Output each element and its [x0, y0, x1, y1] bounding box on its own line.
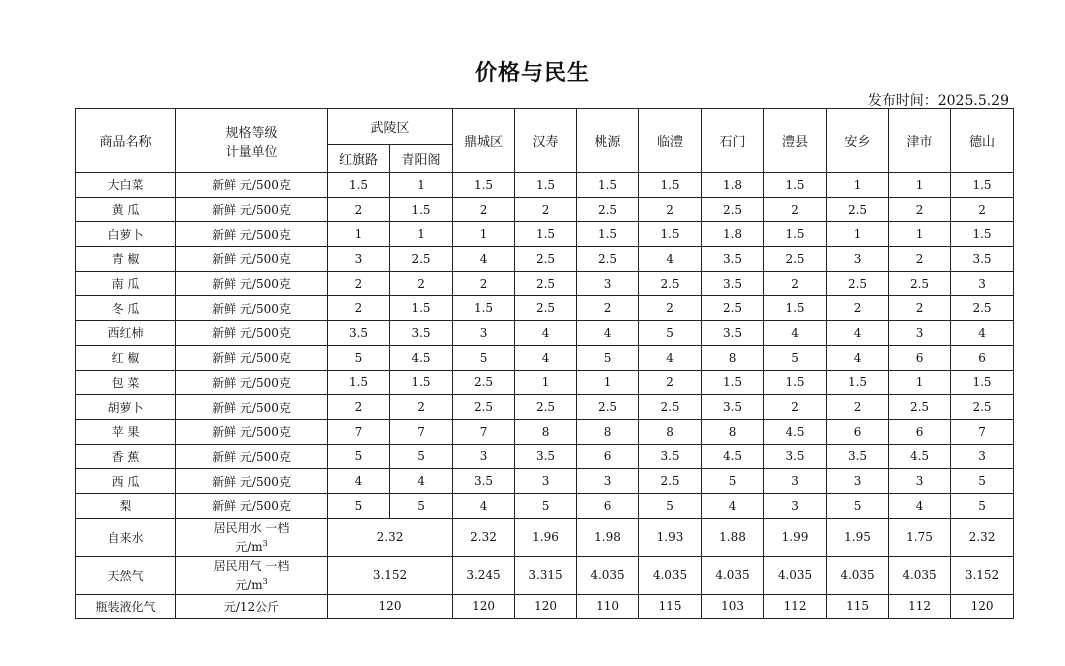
- price-cell: 2.5: [453, 370, 515, 395]
- price-cell: 6: [951, 345, 1014, 370]
- price-cell: 3.5: [951, 247, 1014, 272]
- table-row: [76, 173, 1014, 198]
- price-cell: 2: [951, 197, 1014, 222]
- price-cell: 5: [951, 493, 1014, 518]
- price-cell: 1.5: [764, 173, 827, 198]
- price-cell: 1.5: [764, 222, 827, 247]
- price-cell: 3.5: [702, 395, 764, 420]
- price-cell: 2.5: [827, 271, 889, 296]
- price-cell: 5: [577, 345, 639, 370]
- price-cell: 2.5: [889, 395, 951, 420]
- price-cell: 2.5: [515, 296, 577, 321]
- price-cell: 2: [639, 296, 702, 321]
- price-cell: 2: [577, 296, 639, 321]
- price-cell: 5: [764, 345, 827, 370]
- price-cell: 2: [453, 271, 515, 296]
- price-cell: 2: [889, 247, 951, 272]
- price-cell: 1.5: [390, 370, 453, 395]
- price-cell: 2: [764, 395, 827, 420]
- price-cell: 4: [827, 345, 889, 370]
- price-cell: 5: [951, 469, 1014, 494]
- price-cell: 2.5: [764, 247, 827, 272]
- price-cell: 3: [827, 247, 889, 272]
- price-cell: 3.5: [702, 247, 764, 272]
- product-name: 西 瓜: [76, 469, 176, 494]
- price-cell: 6: [577, 493, 639, 518]
- price-cell: 2.5: [639, 469, 702, 494]
- price-cell: 2.5: [515, 271, 577, 296]
- spec-line2: 元$/m^3$: [235, 538, 268, 554]
- price-cell: 112: [889, 594, 951, 618]
- price-cell: 2: [390, 271, 453, 296]
- price-cell: 1.5: [764, 370, 827, 395]
- price-cell: 1: [453, 222, 515, 247]
- price-cell: 8: [639, 419, 702, 444]
- table-row: [76, 222, 1014, 247]
- price-cell: 2: [764, 197, 827, 222]
- price-cell: 3: [827, 469, 889, 494]
- price-cell: 115: [827, 594, 889, 618]
- price-cell: 5: [453, 345, 515, 370]
- price-cell: 3.315: [515, 556, 577, 594]
- product-spec: 新鲜 元/500克: [176, 296, 328, 321]
- price-cell: 1.5: [702, 370, 764, 395]
- product-spec: 新鲜 元/500克: [176, 197, 328, 222]
- publish-date: 发布时间：2025.5.29: [867, 93, 1009, 109]
- price-cell: 7: [453, 419, 515, 444]
- price-cell: 4: [827, 321, 889, 346]
- price-cell: 1.5: [515, 222, 577, 247]
- price-cell: 115: [639, 594, 702, 618]
- header-region: 石门: [702, 109, 764, 173]
- price-cell: 2: [827, 296, 889, 321]
- price-cell: 6: [577, 444, 639, 469]
- price-cell: 3.5: [702, 271, 764, 296]
- table-row: [76, 345, 1014, 370]
- price-cell: 4.5: [764, 419, 827, 444]
- price-cell: 2.5: [515, 247, 577, 272]
- price-cell: 3.245: [453, 556, 515, 594]
- price-cell: 1.5: [453, 296, 515, 321]
- product-spec: 新鲜 元/500克: [176, 370, 328, 395]
- table-row: [76, 493, 1014, 518]
- product-spec: 新鲜 元/500克: [176, 469, 328, 494]
- price-cell: 103: [702, 594, 764, 618]
- header-region: 桃源: [577, 109, 639, 173]
- price-cell: 1.5: [390, 197, 453, 222]
- price-cell: 4: [889, 493, 951, 518]
- product-spec: 元/12公斤: [176, 594, 328, 618]
- product-spec: 新鲜 元/500克: [176, 222, 328, 247]
- price-cell: 3.152: [328, 556, 453, 594]
- price-cell: 5: [639, 493, 702, 518]
- price-cell: 1: [827, 222, 889, 247]
- header-hongqilu: 红旗路: [328, 145, 390, 173]
- price-cell: 4.035: [827, 556, 889, 594]
- table-row: [76, 271, 1014, 296]
- price-cell: 5: [390, 493, 453, 518]
- header-spec: [176, 109, 328, 173]
- price-cell: 6: [889, 419, 951, 444]
- price-cell: 110: [577, 594, 639, 618]
- price-cell: 1.5: [453, 173, 515, 198]
- price-cell: 2: [639, 197, 702, 222]
- price-cell: 3: [577, 469, 639, 494]
- product-name: 天然气: [76, 556, 176, 594]
- price-cell: 1.98: [577, 518, 639, 556]
- price-cell: 6: [827, 419, 889, 444]
- spec-line1: 居民用气 一档: [213, 558, 290, 573]
- price-cell: 3.152: [951, 556, 1014, 594]
- product-spec: 新鲜 元/500克: [176, 321, 328, 346]
- price-cell: 4: [639, 247, 702, 272]
- table-row: [76, 594, 1014, 618]
- spec-line1: 居民用水 一档: [213, 520, 290, 535]
- header-region: 澧县: [764, 109, 827, 173]
- product-name: 白萝卜: [76, 222, 176, 247]
- table-row: [76, 419, 1014, 444]
- price-cell: 4: [951, 321, 1014, 346]
- price-cell: 3.5: [515, 444, 577, 469]
- price-cell: 4.5: [390, 345, 453, 370]
- price-cell: 120: [515, 594, 577, 618]
- price-cell: 3: [764, 469, 827, 494]
- price-cell: 2: [328, 296, 390, 321]
- price-cell: 3.5: [702, 321, 764, 346]
- price-cell: 1: [390, 173, 453, 198]
- price-cell: 4.5: [889, 444, 951, 469]
- price-cell: 3: [453, 444, 515, 469]
- price-cell: 1.8: [702, 222, 764, 247]
- product-name: 自来水: [76, 518, 176, 556]
- price-cell: 2: [889, 296, 951, 321]
- table-row: [76, 469, 1014, 494]
- product-name: 西红柿: [76, 321, 176, 346]
- price-cell: 8: [515, 419, 577, 444]
- price-cell: 3.5: [827, 444, 889, 469]
- price-cell: 5: [328, 493, 390, 518]
- price-cell: 5: [702, 469, 764, 494]
- product-spec: 新鲜 元/500克: [176, 444, 328, 469]
- price-cell: 120: [453, 594, 515, 618]
- price-cell: 3.5: [764, 444, 827, 469]
- price-cell: 2: [328, 395, 390, 420]
- price-cell: 1: [328, 222, 390, 247]
- price-cell: 2.5: [639, 395, 702, 420]
- price-cell: 1: [889, 173, 951, 198]
- price-cell: 5: [390, 444, 453, 469]
- price-cell: 2: [515, 197, 577, 222]
- price-cell: 3.5: [390, 321, 453, 346]
- page-title: 价格与民生: [474, 61, 590, 86]
- price-cell: 1: [515, 370, 577, 395]
- price-cell: 3: [889, 321, 951, 346]
- price-cell: 4: [577, 321, 639, 346]
- price-cell: 2.32: [328, 518, 453, 556]
- price-cell: 1: [889, 222, 951, 247]
- price-cell: 3: [577, 271, 639, 296]
- table-row: [76, 444, 1014, 469]
- product-spec: [176, 518, 328, 556]
- price-cell: 1.8: [702, 173, 764, 198]
- price-cell: 5: [328, 345, 390, 370]
- price-cell: 4.035: [889, 556, 951, 594]
- price-cell: 2: [453, 197, 515, 222]
- product-spec: [176, 556, 328, 594]
- product-spec: 新鲜 元/500克: [176, 419, 328, 444]
- price-cell: 1: [577, 370, 639, 395]
- price-cell: 1.96: [515, 518, 577, 556]
- header-region: 鼎城区: [453, 109, 515, 173]
- price-cell: 4: [390, 469, 453, 494]
- price-cell: 7: [328, 419, 390, 444]
- price-cell: 1.75: [889, 518, 951, 556]
- price-cell: 2.5: [390, 247, 453, 272]
- price-cell: 2.5: [639, 271, 702, 296]
- price-cell: 1: [827, 173, 889, 198]
- price-cell: 1.5: [951, 370, 1014, 395]
- spec-line2: 元$/m^3$: [235, 576, 268, 592]
- price-cell: 1.5: [639, 222, 702, 247]
- price-cell: 6: [889, 345, 951, 370]
- price-cell: 4: [328, 469, 390, 494]
- table-row: [76, 395, 1014, 420]
- product-name: 黄 瓜: [76, 197, 176, 222]
- price-cell: 4: [515, 345, 577, 370]
- price-cell: 7: [951, 419, 1014, 444]
- product-spec: 新鲜 元/500克: [176, 395, 328, 420]
- price-cell: 4: [764, 321, 827, 346]
- price-cell: 4: [639, 345, 702, 370]
- price-cell: 2.5: [702, 197, 764, 222]
- price-cell: 4.5: [702, 444, 764, 469]
- price-cell: 7: [390, 419, 453, 444]
- price-cell: 2.5: [951, 296, 1014, 321]
- table-row: [76, 370, 1014, 395]
- product-name: 苹 果: [76, 419, 176, 444]
- price-cell: 2: [764, 271, 827, 296]
- price-cell: 2.5: [827, 197, 889, 222]
- header-region: 安乡: [827, 109, 889, 173]
- price-cell: 5: [827, 493, 889, 518]
- price-table: [75, 108, 1014, 619]
- price-cell: 120: [951, 594, 1014, 618]
- price-cell: 2.5: [577, 395, 639, 420]
- price-cell: 1.5: [951, 173, 1014, 198]
- product-spec: 新鲜 元/500克: [176, 493, 328, 518]
- price-cell: 1.5: [764, 296, 827, 321]
- price-cell: 4: [515, 321, 577, 346]
- header-region: 临澧: [639, 109, 702, 173]
- price-cell: 2: [328, 197, 390, 222]
- price-cell: 1.5: [827, 370, 889, 395]
- price-cell: 1.5: [515, 173, 577, 198]
- price-cell: 1.88: [702, 518, 764, 556]
- price-cell: 8: [702, 345, 764, 370]
- product-name: 大白菜: [76, 173, 176, 198]
- price-cell: 5: [515, 493, 577, 518]
- price-cell: 2: [827, 395, 889, 420]
- price-cell: 1.5: [577, 173, 639, 198]
- price-cell: 4.035: [639, 556, 702, 594]
- price-cell: 2.32: [951, 518, 1014, 556]
- price-cell: 4.035: [577, 556, 639, 594]
- header-product: 商品名称: [76, 109, 176, 173]
- price-cell: 2.5: [951, 395, 1014, 420]
- product-name: 冬 瓜: [76, 296, 176, 321]
- price-cell: 8: [702, 419, 764, 444]
- price-cell: 4.035: [764, 556, 827, 594]
- price-cell: 1.99: [764, 518, 827, 556]
- header-region: 德山: [951, 109, 1014, 173]
- price-cell: 3.5: [639, 444, 702, 469]
- price-cell: 4: [453, 247, 515, 272]
- price-cell: 3.5: [328, 321, 390, 346]
- price-cell: 3: [764, 493, 827, 518]
- product-spec: 新鲜 元/500克: [176, 173, 328, 198]
- price-cell: 2.5: [515, 395, 577, 420]
- price-cell: 2.5: [889, 271, 951, 296]
- product-spec: 新鲜 元/500克: [176, 247, 328, 272]
- price-cell: 3: [951, 444, 1014, 469]
- price-cell: 2.5: [577, 247, 639, 272]
- table-row: [76, 247, 1014, 272]
- price-cell: 2.5: [702, 296, 764, 321]
- price-cell: 120: [328, 594, 453, 618]
- price-cell: 3.5: [453, 469, 515, 494]
- price-cell: 2: [328, 271, 390, 296]
- price-cell: 4: [702, 493, 764, 518]
- product-name: 胡萝卜: [76, 395, 176, 420]
- price-cell: 2: [390, 395, 453, 420]
- price-cell: 3: [453, 321, 515, 346]
- price-cell: 3: [951, 271, 1014, 296]
- product-name: 瓶装液化气: [76, 594, 176, 618]
- product-spec: 新鲜 元/500克: [176, 271, 328, 296]
- header-qingyangge: 青阳阁: [390, 145, 453, 173]
- price-cell: 2.5: [453, 395, 515, 420]
- price-cell: 4.035: [702, 556, 764, 594]
- price-cell: 1.5: [577, 222, 639, 247]
- product-name: 包 菜: [76, 370, 176, 395]
- table-row: [76, 197, 1014, 222]
- product-spec: 新鲜 元/500克: [176, 345, 328, 370]
- price-cell: 1.93: [639, 518, 702, 556]
- price-cell: 2.5: [577, 197, 639, 222]
- price-cell: 5: [328, 444, 390, 469]
- table-row: [76, 556, 1014, 594]
- product-name: 红 椒: [76, 345, 176, 370]
- produce-rows: [76, 173, 1014, 519]
- price-cell: 2: [889, 197, 951, 222]
- price-cell: 3: [515, 469, 577, 494]
- price-cell: 112: [764, 594, 827, 618]
- table-row: [76, 518, 1014, 556]
- price-cell: 1.5: [951, 222, 1014, 247]
- price-cell: 3: [889, 469, 951, 494]
- price-cell: 4: [453, 493, 515, 518]
- price-cell: 1.5: [390, 296, 453, 321]
- table-row: [76, 321, 1014, 346]
- price-cell: 2.32: [453, 518, 515, 556]
- header-region: 汉寿: [515, 109, 577, 173]
- header-region: 津市: [889, 109, 951, 173]
- price-cell: 8: [577, 419, 639, 444]
- price-cell: 5: [639, 321, 702, 346]
- price-cell: 1.5: [328, 370, 390, 395]
- price-cell: 2: [639, 370, 702, 395]
- header-spec-line1: 规格等级: [225, 125, 278, 141]
- price-cell: 1: [390, 222, 453, 247]
- product-name: 青 椒: [76, 247, 176, 272]
- product-name: 香 蕉: [76, 444, 176, 469]
- utility-rows: [76, 518, 1014, 618]
- price-cell: 3: [328, 247, 390, 272]
- header-spec-line2: 计量单位: [225, 144, 278, 160]
- product-name: 南 瓜: [76, 271, 176, 296]
- product-name: 梨: [76, 493, 176, 518]
- table-row: [76, 296, 1014, 321]
- price-cell: 1.95: [827, 518, 889, 556]
- price-cell: 1: [889, 370, 951, 395]
- price-cell: 1.5: [328, 173, 390, 198]
- header-wuling: 武陵区: [328, 109, 453, 145]
- price-cell: 1.5: [639, 173, 702, 198]
